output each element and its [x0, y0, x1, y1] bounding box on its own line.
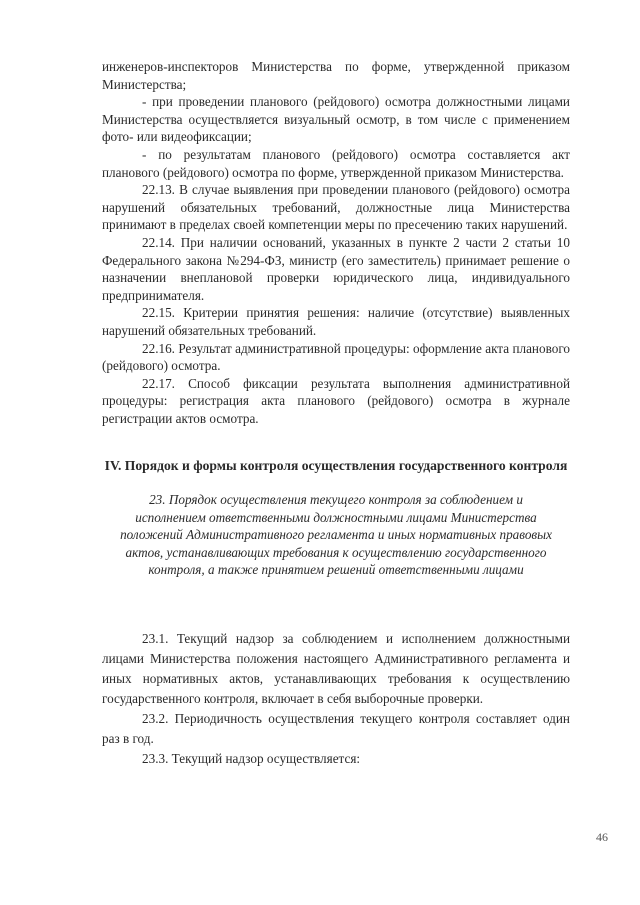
page-number: 46 — [596, 830, 608, 844]
paragraph: инженеров-инспекторов Министерства по форме, утвержденной приказом Министерства; — [102, 59, 570, 92]
paragraph: - при проведении планового (рейдового) осмотра должностными лицами Министерства осуществляется визуальный осмотр, в том числе с применением фото- или видеофиксации; — [102, 94, 570, 145]
paragraph: 23.3. Текущий надзор осуществляется: — [142, 750, 361, 766]
paragraph: 22.15. Критерии принятия решения: наличие (отсутствие) выявленных нарушений обязательных требований. — [102, 305, 570, 338]
subsection-heading: 23. Порядок осуществления текущего контроля за соблюдением и исполнением ответственными должностными лицами Министерства положений Административного регламента и иных нормативных правовых актов, устанавливающих требования к осуществлению государственного контроля, а также принятием решений ответственными лицами — [120, 492, 552, 578]
body-text-top — [102, 58, 570, 427]
paragraph: - по результатам планового (рейдового) осмотра составляется акт планового (рейдового) осмотра по форме, утвержденной приказом Министерства. — [102, 146, 570, 180]
paragraph: 22.14. При наличии оснований, указанных в пункте 2 части 2 статьи 10 Федерального закона №294-ФЗ, министр (его заместитель) принимает решение о назначении внеплановой проверки юридического лица, индивидуального предпринимателя. — [102, 234, 570, 303]
paragraph: 22.16. Результат административной процедуры: оформление акта планового (рейдового) осмотра. — [102, 340, 570, 374]
body-text-bottom — [102, 629, 570, 769]
paragraph: 23.1. Текущий надзор за соблюдением и исполнением должностными лицами Министерства положения настоящего Административного регламента и иных нормативных актов, устанавливающих требования к осуществлению государственного контроля, включает в себя выборочные проверки. — [102, 630, 570, 706]
section-heading: IV. Порядок и формы контроля осуществления государственного контроля — [104, 458, 568, 474]
paragraph: 22.17. Способ фиксации результата выполнения административной процедуры: регистрация акта планового (рейдового) осмотра в журнале регистрации актов осмотра. — [102, 375, 570, 426]
paragraph: 22.13. В случае выявления при проведении планового (рейдового) осмотра нарушений обязательных требований, должностные лица Министерства принимают в пределах своей компетенции меры по пресечению таких нарушений. — [102, 182, 570, 233]
paragraph: 23.2. Периодичность осуществления текущего контроля составляет один раз в год. — [102, 710, 570, 746]
